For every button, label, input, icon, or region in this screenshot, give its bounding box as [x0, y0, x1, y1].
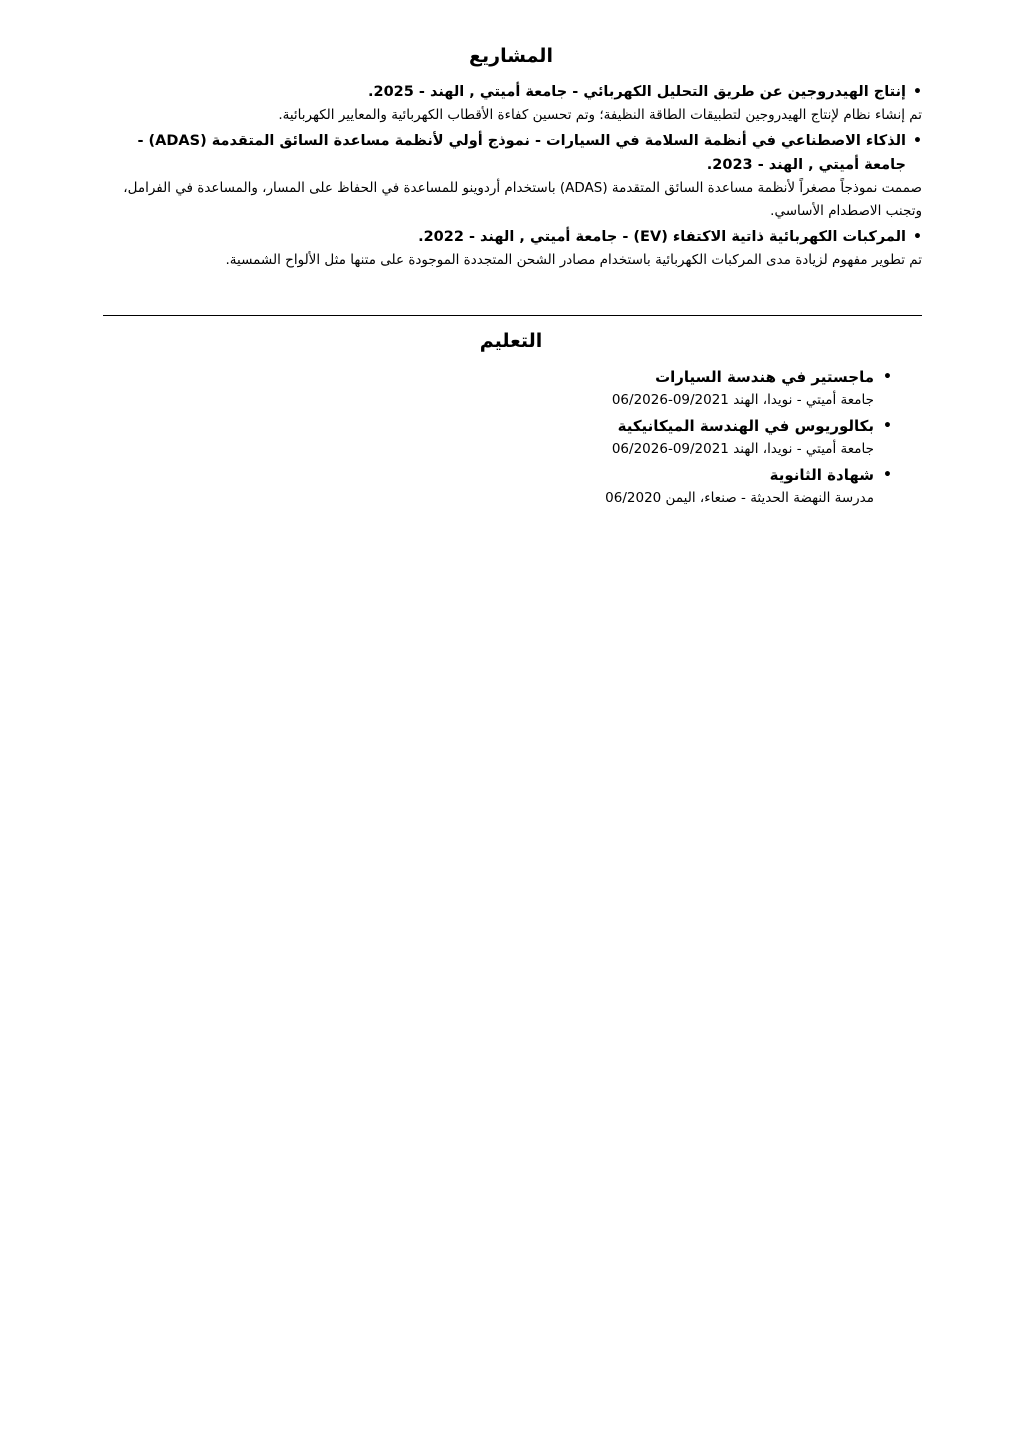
education-degree: بكالوريوس في الهندسة الميكانيكية: [617, 417, 874, 435]
bullet-icon: •: [913, 84, 922, 100]
education-item: [100, 414, 892, 461]
project-description: تم تطوير مفهوم لزيادة مدى المركبات الكهربائية باستخدام مصادر الشحن المتجددة الموجودة على متنها مثل الألواح الشمسية.: [225, 252, 922, 268]
bullet-icon: •: [913, 133, 922, 149]
project-title: المركبات الكهربائية ذاتية الاكتفاء (EV) - جامعة أميتي , الهند - 2022.: [418, 229, 906, 245]
section-divider: [103, 315, 922, 316]
education-section: [100, 327, 922, 512]
projects-heading: المشاريع: [469, 45, 553, 67]
project-item: [100, 129, 922, 223]
bullet-icon: •: [883, 369, 892, 385]
education-item: [100, 463, 892, 510]
education-heading: التعليم: [479, 330, 543, 352]
bullet-icon: •: [883, 418, 892, 434]
education-detail: جامعة أميتي - نويدا، الهند 09/2021-06/2026: [611, 441, 874, 457]
project-title: الذكاء الاصطناعي في أنظمة السلامة في السيارات - نموذج أولي لأنظمة مساعدة السائق المتقدمة (ADAS) - جامعة أميتي , الهند - 2023.: [137, 133, 906, 173]
projects-list: [100, 80, 922, 272]
bullet-icon: •: [883, 467, 892, 483]
education-degree: شهادة الثانوية: [769, 466, 874, 484]
project-item: [100, 80, 922, 127]
education-item: [100, 365, 892, 412]
project-title: إنتاج الهيدروجين عن طريق التحليل الكهربائي - جامعة أميتي , الهند - 2025.: [367, 84, 906, 100]
bullet-icon: •: [913, 229, 922, 245]
education-detail: مدرسة النهضة الحديثة - صنعاء، اليمن 06/2020: [605, 490, 874, 506]
education-detail: جامعة أميتي - نويدا، الهند 09/2021-06/2026: [611, 392, 874, 408]
project-description: صممت نموذجاً مصغراً لأنظمة مساعدة السائق المتقدمة (ADAS) باستخدام أردوينو للمساعدة في الحفاظ على المسار، والمساعدة في الفرامل، وتجنب الاصطدام الأساسي.: [123, 180, 922, 219]
projects-section: [100, 42, 922, 274]
project-item: [100, 225, 922, 272]
project-description: تم إنشاء نظام لإنتاج الهيدروجين لتطبيقات الطاقة النظيفة؛ وتم تحسين كفاءة الأقطاب الكهربائية والمعايير الكهربائية.: [278, 107, 922, 123]
education-degree: ماجستير في هندسة السيارات: [655, 368, 874, 386]
education-list: [100, 365, 892, 510]
